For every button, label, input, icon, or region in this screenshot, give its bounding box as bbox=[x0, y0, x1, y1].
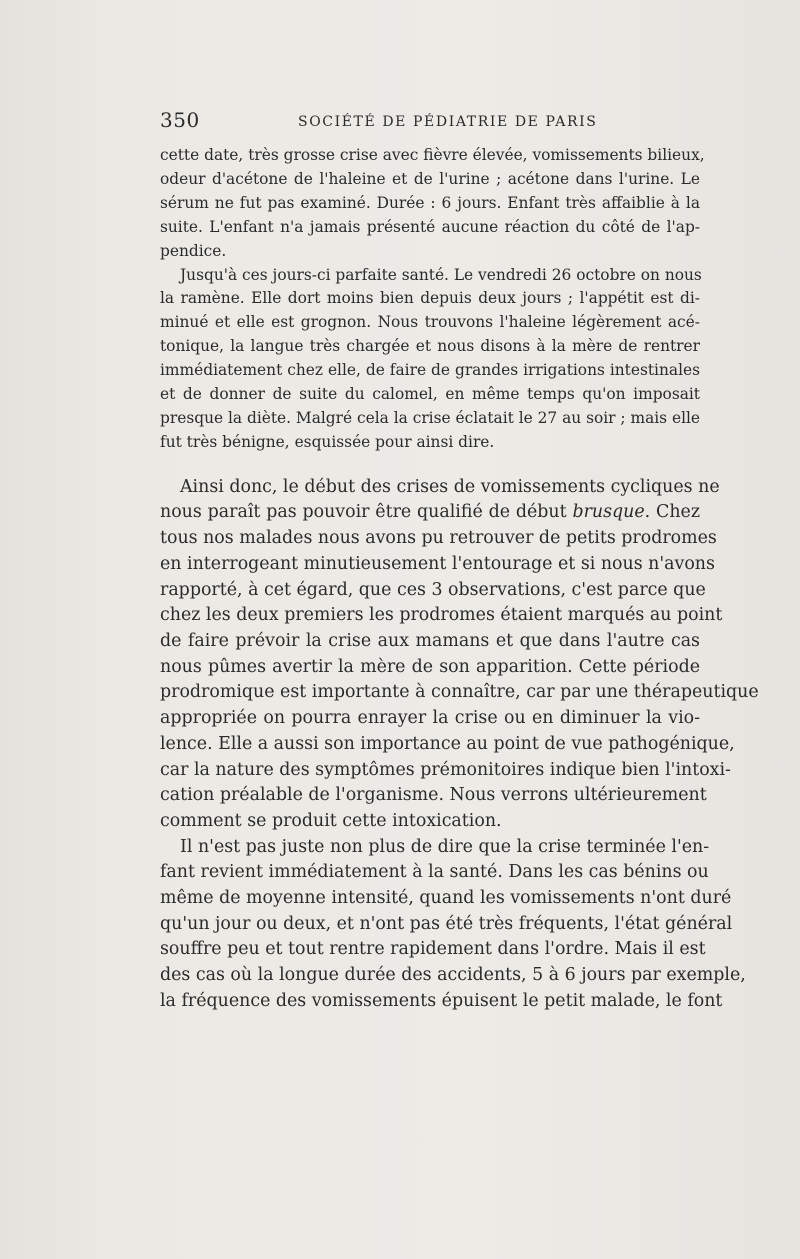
text-line: rapporté, à cet égard, que ces 3 observations, c'est parce que bbox=[160, 579, 706, 600]
text-line: Il n'est pas juste non plus de dire que la crise terminée l'en- bbox=[180, 836, 710, 857]
page-header bbox=[160, 108, 700, 138]
text-line: tonique, la langue très chargée et nous disons à la mère de rentrer bbox=[160, 337, 700, 356]
text-line: odeur d'acétone de l'haleine et de l'urine ; acétone dans l'urine. Le bbox=[160, 169, 700, 188]
text-line: de faire prévoir la crise aux mamans et que dans l'autre cas bbox=[160, 631, 700, 651]
text-line: même de moyenne intensité, quand les vomissements n'ont duré bbox=[160, 888, 732, 909]
text-line: Ainsi donc, le début des crises de vomissements cycliques ne bbox=[180, 476, 720, 497]
text-line: presque la diète. Malgré cela la crise éclatait le 27 au soir ; mais elle bbox=[160, 408, 701, 427]
text-line: cation préalable de l'organisme. Nous verrons ultérieurement bbox=[160, 785, 707, 806]
text-line: souffre peu et tout rentre rapidement dans l'ordre. Mais il est bbox=[160, 939, 706, 960]
running-title: SOCIÉTÉ DE PÉDIATRIE DE PARIS bbox=[298, 114, 598, 130]
text-line: pendice. bbox=[160, 241, 227, 260]
text-line: suite. L'enfant n'a jamais présenté aucune réaction du côté de l'ap- bbox=[160, 217, 700, 236]
text-line: chez les deux premiers les prodromes étaient marqués au point bbox=[160, 605, 723, 626]
text-line: cette date, très grosse crise avec fièvre élevée, vomissements bilieux, bbox=[160, 146, 705, 164]
text-line: qu'un jour ou deux, et n'ont pas été très fréquents, l'état général bbox=[160, 913, 733, 934]
text-line: nous pûmes avertir la mère de son apparition. Cette période bbox=[160, 656, 700, 677]
paragraph-case-history bbox=[160, 264, 700, 455]
emphasis-brusque: brusque bbox=[572, 502, 645, 523]
body-text bbox=[160, 144, 759, 1015]
text-line: Jusqu'à ces jours-ci parfaite santé. Le vendredi 26 octobre on nous bbox=[180, 265, 702, 284]
page-number: 350 bbox=[160, 108, 200, 132]
text-line: des cas où la longue durée des accidents, 5 à 6 jours par exemple, bbox=[160, 965, 746, 986]
paragraph-prodromes bbox=[160, 475, 759, 835]
text-line: tous nos malades nous avons pu retrouver de petits prodromes bbox=[160, 528, 717, 549]
text-line bbox=[160, 500, 700, 526]
text-line: prodromique est importante à connaître, car par une thérapeutique bbox=[160, 682, 759, 703]
text-fragment: . Chez bbox=[644, 502, 700, 523]
text-line: en interrogeant minutieusement l'entourage et si nous n'avons bbox=[160, 553, 715, 574]
text-line: immédiatement chez elle, de faire de grandes irrigations intestinales bbox=[160, 361, 700, 380]
text-line: la ramène. Elle dort moins bien depuis deux jours ; l'appétit est di- bbox=[160, 289, 700, 308]
paragraph-observation-end bbox=[160, 144, 705, 264]
text-line: appropriée on pourra enrayer la crise ou en diminuer la vio- bbox=[160, 708, 700, 729]
paragraph-recovery bbox=[160, 835, 746, 1015]
text-line: fut très bénigne, esquissée pour ainsi dire. bbox=[160, 432, 495, 451]
text-line: la fréquence des vomissements épuisent le petit malade, le font bbox=[160, 990, 723, 1011]
paragraph-gap bbox=[160, 455, 700, 475]
text-line: car la nature des symptômes prémonitoires indique bien l'intoxi- bbox=[160, 759, 731, 780]
text-line: lence. Elle a aussi son importance au point de vue pathogénique, bbox=[160, 733, 735, 754]
text-line: sérum ne fut pas examiné. Durée : 6 jours. Enfant très affaiblie à la bbox=[160, 193, 700, 212]
text-line: minué et elle est grognon. Nous trouvons l'haleine légèrement acé- bbox=[160, 313, 700, 332]
text-fragment: nous paraît pas pouvoir être qualifié de début bbox=[160, 502, 573, 523]
text-line: comment se produit cette intoxication. bbox=[160, 810, 502, 831]
text-line: et de donner de suite du calomel, en même temps qu'on imposait bbox=[160, 385, 700, 404]
text-line: fant revient immédiatement à la santé. Dans les cas bénins ou bbox=[160, 862, 709, 883]
